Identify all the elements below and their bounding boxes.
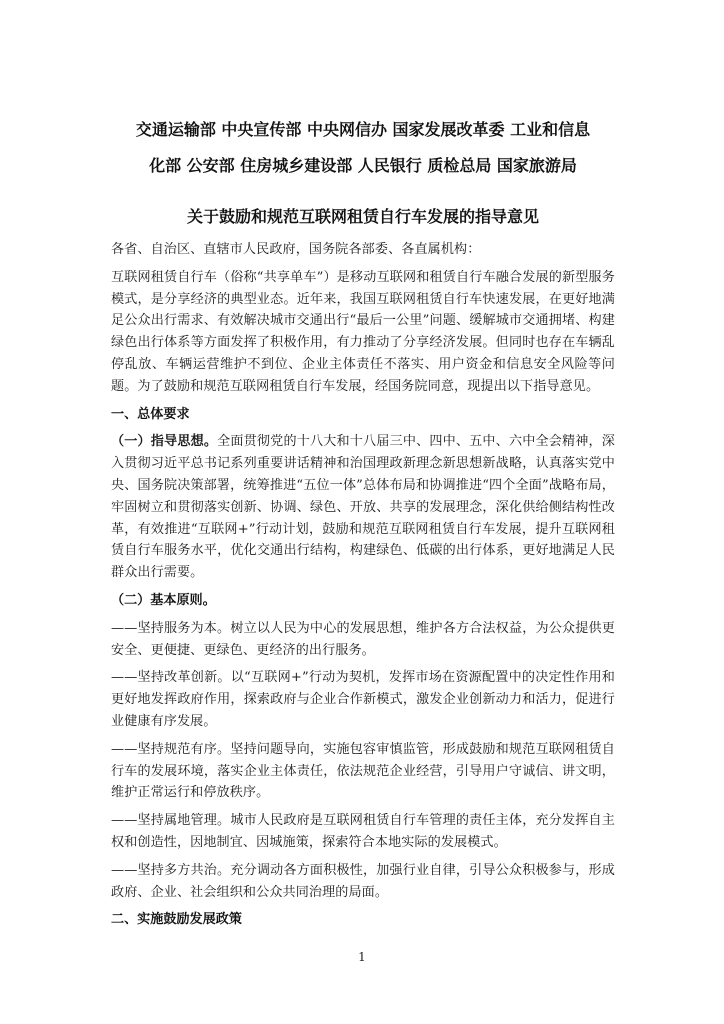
principle-item: ——坚持服务为本。树立以人民为中心的发展思想，维护各方合法权益，为公众提供更安全、更便捷、更绿色、更经济的出行服务。 bbox=[111, 620, 615, 658]
principle-item: ——坚持规范有序。坚持问题导向，实施包容审慎监管，形成鼓励和规范互联网租赁自行车的发展环境，落实企业主体责任，依法规范企业经营，引导用户守诚信、讲文明，维护正常运行和停放秩序。 bbox=[111, 741, 615, 801]
issuer-line-2: 化部 公安部 住房城乡建设部 人民银行 质检总局 国家旅游局 bbox=[149, 156, 577, 175]
page-number: 1 bbox=[358, 950, 366, 964]
document-body bbox=[111, 112, 615, 937]
principle-item: ——坚持多方共治。充分调动各方面积极性，加强行业自律，引导公众积极参与，形成政府、企业、社会组织和公众共同治理的局面。 bbox=[111, 862, 615, 900]
principle-item: ——坚持改革创新。以“互联网+”行动为契机，发挥市场在资源配置中的决定性作用和更好地发挥政府作用，探索政府与企业合作新模式，激发企业创新动力和活力，促进行业健康有序发展。 bbox=[111, 670, 615, 729]
issuer-line-1: 交通运输部 中央宣传部 中央网信办 国家发展改革委 工业和信息 bbox=[135, 120, 591, 139]
guiding-ideology-text: 全面贯彻党的十八大和十八届三中、四中、五中、六中全会精神，深入贯彻习近平总书记系列重要讲话精神和治国理政新理念新思想新战略，认真落实党中央、国务院决策部署，统筹推进“五位一体”总体布局和协调推进“四个全面”战略布局，牢固树立和贯彻落实创新、协调、绿色、开放、共享的发展理念，深化供给侧结构性改革，有效推进“互联网+”行动计划，鼓励和规范互联网租赁自行车发展，提升互联网租赁自行车服务水平，优化交通出行结构，构建绿色、低碳的出行体系，更好地满足人民群众出行需要。 bbox=[111, 434, 615, 581]
document-title: 关于鼓励和规范互联网租赁自行车发展的指导意见 bbox=[186, 207, 539, 226]
salutation: 各省、自治区、直辖市人民政府，国务院各部委、各直属机构： bbox=[111, 242, 481, 257]
section-1-heading: 一、总体要求 bbox=[111, 406, 190, 422]
intro-paragraph: 互联网租赁自行车（俗称“共享单车”）是移动互联网和租赁自行车融合发展的新型服务模式，是分享经济的典型业态。近年来，我国互联网租赁自行车快速发展，在更好地满足公众出行需求、有效解决城市交通出行“最后一公里”问题、缓解城市交通拥堵、构建绿色出行体系等方面发挥了积极作用，有力推动了分享经济发展。但同时也存在车辆乱停乱放、车辆运营维护不到位、企业主体责任不落实、用户资金和信息安全风险等问题。为了鼓励和规范互联网租赁自行车发展，经国务院同意，现提出以下指导意见。 bbox=[111, 269, 615, 394]
section-2-heading: 二、实施鼓励发展政策 bbox=[111, 912, 242, 928]
guiding-ideology-lead: （一）指导思想。 bbox=[111, 434, 218, 450]
principle-item: ——坚持属地管理。城市人民政府是互联网租赁自行车管理的责任主体，充分发挥自主权和创造性，因地制宜、因城施策，探索符合本地实际的发展模式。 bbox=[111, 813, 615, 850]
basic-principles-heading: （二）基本原则。 bbox=[111, 592, 216, 608]
guiding-ideology-paragraph bbox=[111, 431, 615, 584]
